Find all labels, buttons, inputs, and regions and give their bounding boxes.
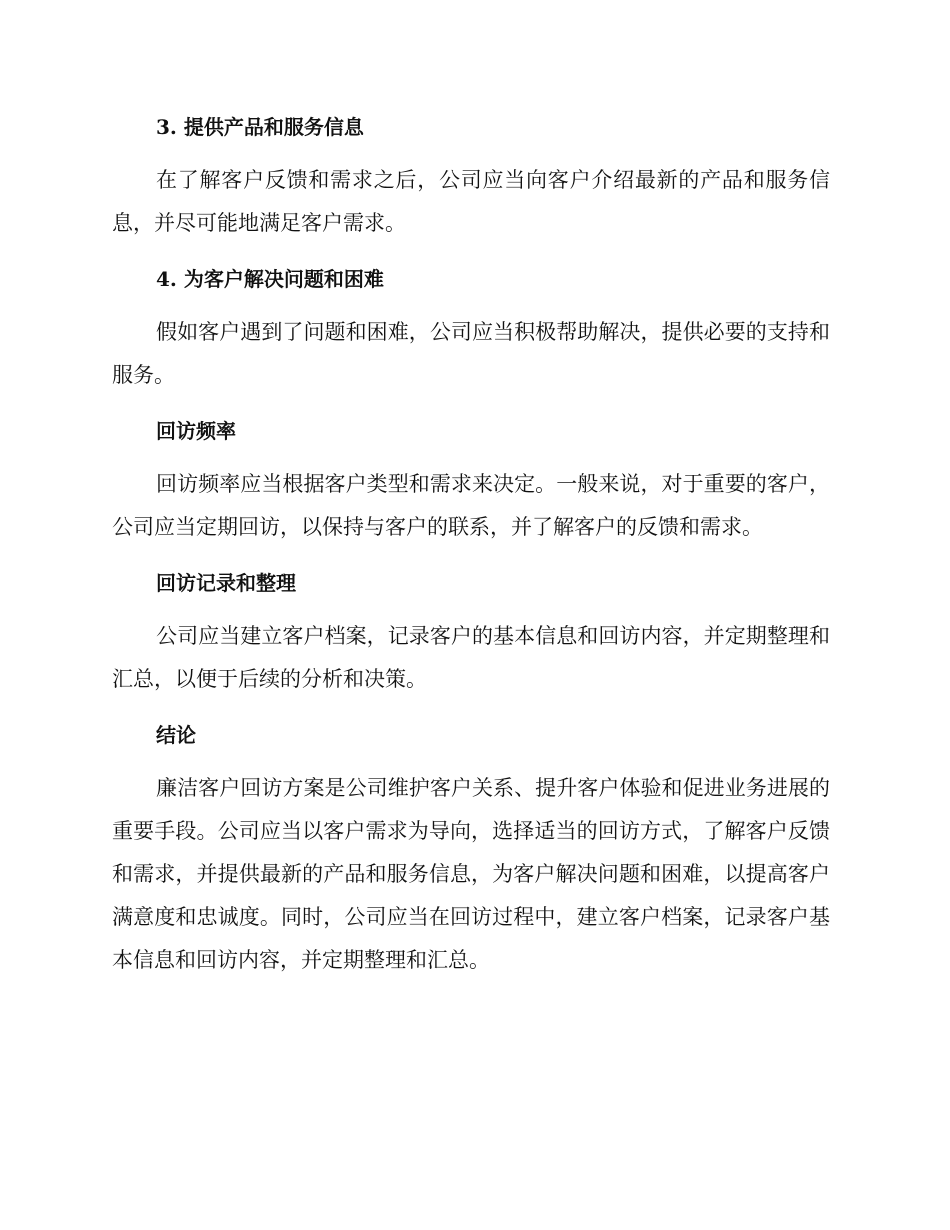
section-paragraph-visit-frequency: 回访频率应当根据客户类型和需求来决定。一般来说，对于重要的客户，公司应当定期回访，以保持与客户的联系，并了解客户的反馈和需求。: [112, 472, 830, 539]
section-heading-visit-frequency: 回访频率: [156, 419, 236, 443]
section-heading-conclusion: 结论: [156, 723, 196, 747]
section-paragraph-solve-problems: 假如客户遇到了问题和困难，公司应当积极帮助解决，提供必要的支持和服务。: [112, 320, 830, 387]
section-heading-product-info: 3. 提供产品和服务信息: [156, 115, 364, 139]
section-paragraph-product-info: 在了解客户反馈和需求之后，公司应当向客户介绍最新的产品和服务信息，并尽可能地满足客户需求。: [112, 168, 830, 235]
section-heading-solve-problems: 4. 为客户解决问题和困难: [156, 267, 384, 291]
section-paragraph-conclusion: 廉洁客户回访方案是公司维护客户关系、提升客户体验和促进业务进展的重要手段。公司应当以客户需求为导向，选择适当的回访方式，了解客户反馈和需求，并提供最新的产品和服务信息，为客户解决问题和困难，以提高客户满意度和忠诚度。同时，公司应当在回访过程中，建立客户档案，记录客户基本信息和回访内容，并定期整理和汇总。: [112, 776, 830, 972]
document-body: [112, 110, 830, 982]
section-heading-visit-records: 回访记录和整理: [156, 571, 296, 595]
section-paragraph-visit-records: 公司应当建立客户档案，记录客户的基本信息和回访内容，并定期整理和汇总，以便于后续的分析和决策。: [112, 624, 830, 691]
